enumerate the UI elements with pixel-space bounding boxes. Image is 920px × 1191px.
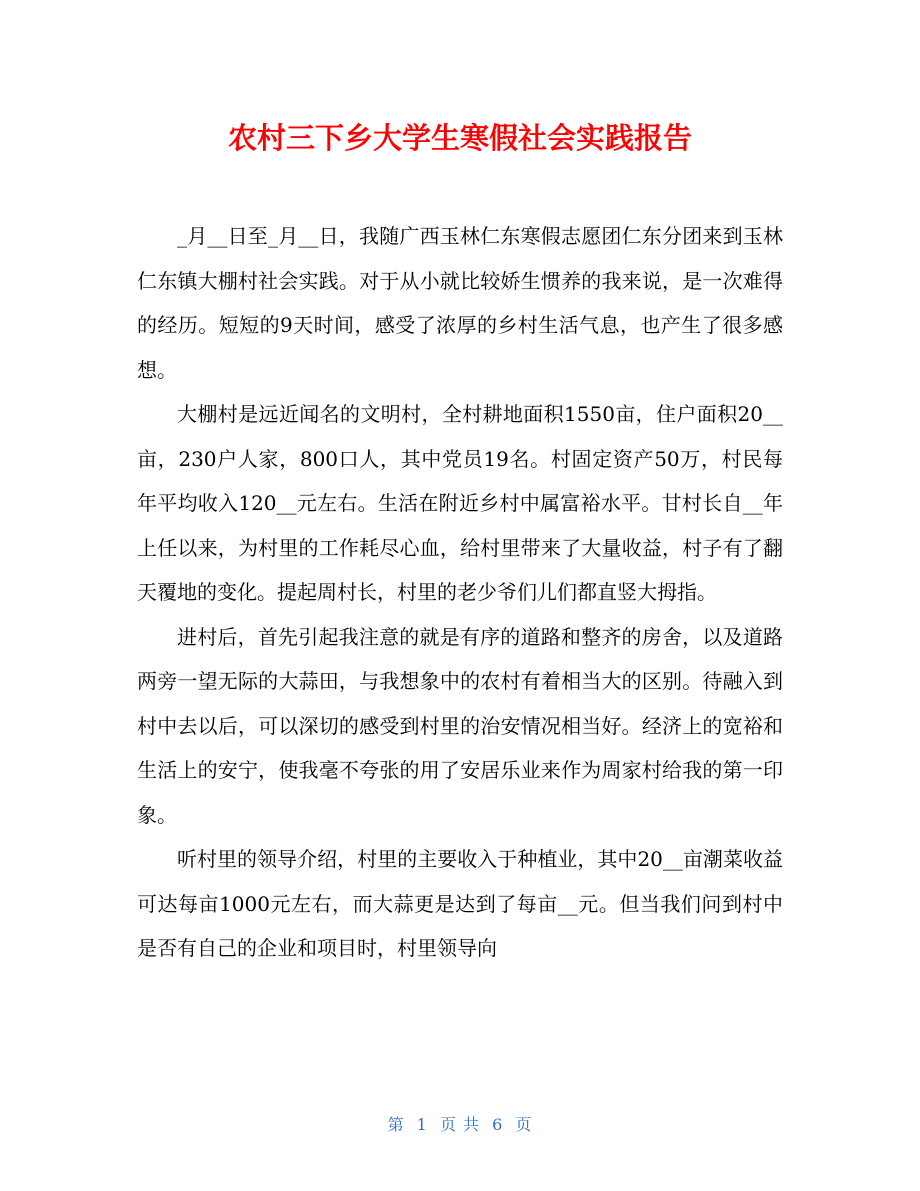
footer-prefix: 第 bbox=[387, 1115, 405, 1134]
document-body bbox=[137, 214, 783, 971]
footer-page-number: 1 bbox=[416, 1115, 428, 1134]
page-footer bbox=[0, 1113, 920, 1137]
document-title: 农村三下乡大学生寒假社会实践报告 bbox=[227, 121, 692, 155]
footer-suffix: 页 bbox=[515, 1115, 533, 1134]
footer-mid: 页 共 bbox=[439, 1115, 481, 1134]
footer-page-total: 6 bbox=[492, 1115, 504, 1134]
paragraph-2: 大棚村是远近闻名的文明村，全村耕地面积1550亩，住户面积20__亩，230户人家，800口人，其中党员19名。村固定资产50万，村民每年平均收入120__元左右。生活在附近乡村中属富裕水平。甘村长自__年上任以来，为村里的工作耗尽心血，给村里带来了大量收益，村子有了翻天覆地的变化。提起周村长，村里的老少爷们儿们都直竖大拇指。 bbox=[137, 402, 783, 604]
paragraph-1: _月__日至_月__日，我随广西玉林仁东寒假志愿团仁东分团来到玉林仁东镇大棚村社会实践。对于从小就比较娇生惯养的我来说，是一次难得的经历。短短的9天时间，感受了浓厚的乡村生活气息，也产生了很多感想。 bbox=[137, 224, 783, 382]
paragraph-4: 听村里的领导介绍，村里的主要收入于种植业，其中20__亩潮菜收益可达每亩1000元左右，而大蒜更是达到了每亩__元。但当我们问到村中是否有自己的企业和项目时，村里领导向 bbox=[137, 847, 783, 960]
paragraph-3: 进村后，首先引起我注意的就是有序的道路和整齐的房舍，以及道路两旁一望无际的大蒜田，与我想象中的农村有着相当大的区别。待融入到村中去以后，可以深切的感受到村里的治安情况相当好。经济上的宽裕和生活上的安宁，使我毫不夸张的用了安居乐业来作为周家村给我的第一印象。 bbox=[137, 624, 783, 827]
